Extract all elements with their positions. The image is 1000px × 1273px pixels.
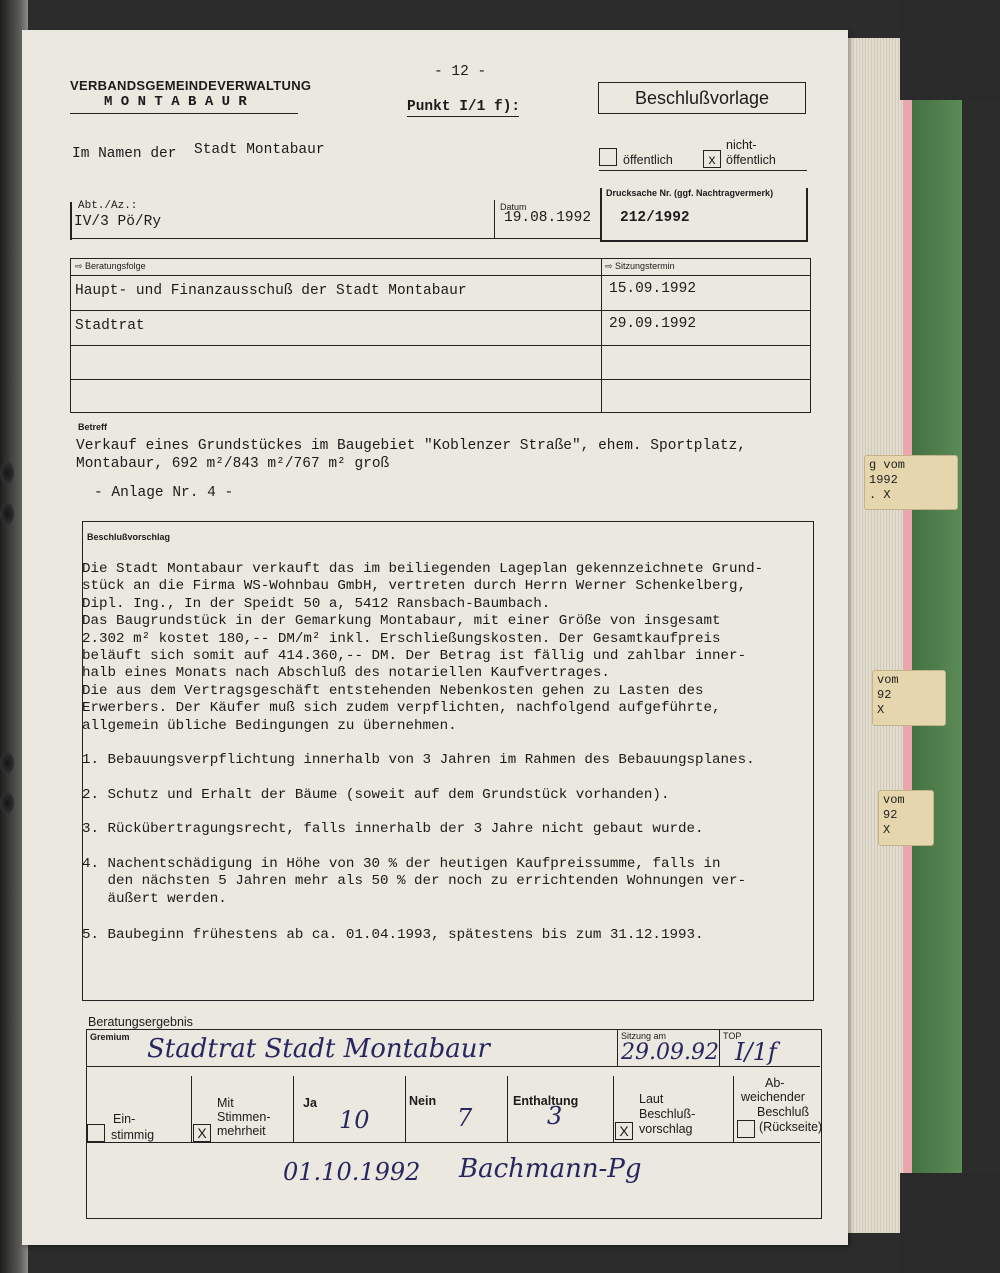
ja-label: Ja bbox=[303, 1096, 317, 1110]
einstimmig-label-1: Ein- bbox=[113, 1112, 136, 1126]
nein-label: Nein bbox=[409, 1094, 437, 1108]
punkt-label: Punkt I/1 f): bbox=[407, 99, 521, 115]
table-row: Stadtrat bbox=[75, 318, 145, 334]
abweichend-label-1: Ab- bbox=[765, 1076, 785, 1090]
cover-corner-bottom bbox=[900, 1173, 1000, 1273]
punch-hole bbox=[0, 462, 14, 484]
nein-value: 7 bbox=[457, 1104, 473, 1132]
drucksache-label: Drucksache Nr. (ggf. Nachtragvermerk) bbox=[606, 188, 774, 198]
abweichend-label-3: Beschluß bbox=[757, 1105, 810, 1119]
table-row: Haupt- und Finanzausschuß der Stadt Montabaur bbox=[75, 283, 467, 299]
sitzungstermin-header: ⇨ Sitzungstermin bbox=[605, 261, 675, 271]
table-row: 29.09.1992 bbox=[609, 316, 697, 332]
nonpublic-label-1: nicht- bbox=[726, 138, 757, 152]
enthaltung-value: 3 bbox=[547, 1102, 563, 1130]
punch-hole bbox=[0, 752, 14, 774]
betreff-line-2: Montabaur, 692 m²/843 m²/767 m² groß bbox=[76, 456, 390, 472]
mehrheit-label-3: mehrheit bbox=[217, 1124, 266, 1138]
list-item: 3. Rückübertragungsrecht, falls innerhalb der 3 Jahre nicht gebaut wurde. bbox=[82, 821, 704, 837]
gremium-label: Gremium bbox=[90, 1032, 130, 1042]
abt-label: Abt./Az.: bbox=[78, 200, 138, 212]
document-page bbox=[22, 30, 848, 1245]
laut-label-2: Beschluß- bbox=[639, 1107, 696, 1121]
signature: Bachmann-Pg bbox=[459, 1154, 642, 1184]
betreff-label: Betreff bbox=[78, 422, 108, 432]
org-name: VERBANDSGEMEINDEVERWALTUNG bbox=[70, 78, 312, 93]
beratung-table bbox=[70, 258, 811, 413]
mehrheit-label-2: Stimmen- bbox=[217, 1110, 271, 1124]
doc-type-box: Beschlußvorlage bbox=[598, 82, 806, 114]
betreff-line-1: Verkauf eines Grundstückes im Baugebiet "Koblenzer Straße", ehem. Sportplatz, bbox=[76, 438, 747, 454]
arrow-icon: ⇨ bbox=[75, 261, 86, 271]
drucksache-value: 212/1992 bbox=[620, 210, 690, 226]
namen-label: Im Namen der bbox=[72, 146, 177, 162]
laut-label-1: Laut bbox=[639, 1092, 664, 1106]
gremium-value: Stadtrat Stadt Montabaur bbox=[147, 1034, 490, 1064]
vorschlag-label: Beschlußvorschlag bbox=[87, 532, 171, 542]
sitzung-value: 29.09.92 bbox=[621, 1040, 719, 1065]
sitzung-label: Sitzung am bbox=[621, 1031, 667, 1041]
org-city: M O N T A B A U R bbox=[104, 94, 247, 110]
side-tab: vom 92 X bbox=[878, 790, 934, 846]
beratungsfolge-header: ⇨ Beratungsfolge bbox=[75, 261, 146, 271]
list-item: 1. Bebauungsverpflichtung innerhalb von 3 Jahren im Rahmen des Bebauungsplanes. bbox=[82, 752, 755, 768]
mehrheit-label-1: Mit bbox=[217, 1096, 234, 1110]
arrow-icon: ⇨ bbox=[605, 261, 616, 271]
nonpublic-checkbox[interactable]: x bbox=[703, 150, 721, 168]
datum-value: 19.08.1992 bbox=[504, 210, 592, 226]
top-label: TOP bbox=[723, 1031, 742, 1041]
public-checkbox[interactable] bbox=[599, 148, 617, 166]
signature-date: 01.10.1992 bbox=[283, 1158, 421, 1186]
ja-value: 10 bbox=[339, 1106, 370, 1134]
abweichend-label-2: weichender bbox=[741, 1090, 805, 1104]
side-tab: vom 92 X bbox=[872, 670, 946, 726]
punch-hole bbox=[0, 792, 14, 814]
punch-hole bbox=[0, 503, 14, 525]
laut-checkbox[interactable]: X bbox=[615, 1122, 633, 1140]
table-row: 15.09.1992 bbox=[609, 281, 697, 297]
anlage-label: - Anlage Nr. 4 - bbox=[94, 485, 234, 501]
page-stack-edge bbox=[842, 38, 912, 1233]
side-tab: g vom 1992 . X bbox=[864, 455, 958, 510]
abweichend-checkbox[interactable] bbox=[737, 1120, 755, 1138]
list-item: 4. Nachentschädigung in Höhe von 30 % der heutigen Kaufpreissumme, falls in den nächsten 5 Jahren mehr als 50 % der noch zu errichtenden Wohnungen ver- äußert werden. bbox=[82, 856, 747, 907]
nonpublic-label-2: öffentlich bbox=[726, 153, 776, 167]
page-number: - 12 - bbox=[434, 64, 487, 80]
cover-corner-top bbox=[900, 0, 1000, 100]
namen-value: Stadt Montabaur bbox=[194, 142, 325, 158]
mehrheit-checkbox[interactable]: X bbox=[193, 1124, 211, 1142]
ergebnis-table bbox=[86, 1029, 822, 1219]
einstimmig-label-2: stimmig bbox=[111, 1128, 155, 1142]
public-label: öffentlich bbox=[623, 153, 673, 167]
ergebnis-label: Beratungsergebnis bbox=[88, 1015, 193, 1029]
datum-label: Datum bbox=[500, 202, 527, 212]
laut-label-3: vorschlag bbox=[639, 1122, 693, 1136]
list-item: 5. Baubeginn frühestens ab ca. 01.04.1993, spätestens bis zum 31.12.1993. bbox=[82, 927, 704, 943]
abt-value: IV/3 Pö/Ry bbox=[74, 214, 162, 230]
list-item: 2. Schutz und Erhalt der Bäume (soweit auf dem Grundstück vorhanden). bbox=[82, 787, 670, 803]
enthaltung-label: Enthaltung bbox=[513, 1094, 579, 1108]
abweichend-label-4: (Rückseite) bbox=[759, 1120, 823, 1134]
einstimmig-checkbox[interactable] bbox=[87, 1124, 105, 1142]
page-stack-marker bbox=[903, 100, 912, 1220]
vorschlag-intro: Die Stadt Montabaur verkauft das im beiliegenden Lageplan gekennzeichnete Grund- stück an die Firma WS-Wohnbau GmbH, vertreten durch Herrn Werner Schenkelberg, Dipl. Ing., In der Speidt 50 a, 5412 Ransbach-Baumbach. Das Baugrundstück in der Gemarkung Montabaur, mit einer Größe von insgesamt 2.302 m² kostet 180,-- DM/m² inkl. Erschließungskosten. Der Gesamtkaufpreis beläuft sich somit auf 414.360,-- DM. Der Betrag ist fällig und zahlbar inner- halb eines Monats nach Abschluß des notariellen Kaufvertrages. Die aus dem Vertragsgeschäft entstehenden Nebenkosten gehen zu Lasten des Erwerbers. Der Käufer muß sich zudem verpflichten, nachfolgend aufgeführte, allgemein übliche Bedingungen zu übernehmen. bbox=[82, 561, 764, 734]
top-value: I/1f bbox=[735, 1038, 777, 1066]
